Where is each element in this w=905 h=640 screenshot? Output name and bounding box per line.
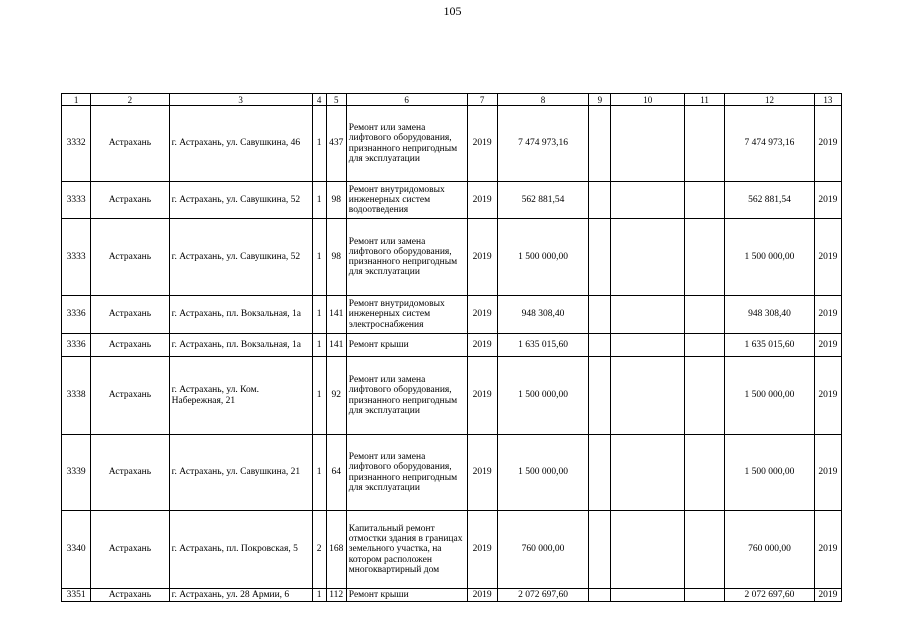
- address-cell: г. Астрахань, ул. Савушкина, 46: [169, 106, 312, 182]
- col10-cell: [611, 357, 684, 435]
- column-header: 10: [611, 94, 684, 106]
- row-number-cell: 3336: [62, 334, 91, 357]
- col12-cost-cell: 1 500 000,00: [725, 219, 815, 296]
- column-header: 3: [169, 94, 312, 106]
- col11-cell: [684, 106, 724, 182]
- year-cell: 2019: [467, 334, 497, 357]
- col12-cost-cell: 1 500 000,00: [725, 435, 815, 511]
- row-number-cell: 3340: [62, 511, 91, 589]
- col5-cell: 437: [326, 106, 346, 182]
- col10-cell: [611, 219, 684, 296]
- col12-cost-cell: 760 000,00: [725, 511, 815, 589]
- col12-cost-cell: 948 308,40: [725, 296, 815, 334]
- col9-cell: [589, 106, 611, 182]
- city-cell: Астрахань: [91, 357, 170, 435]
- data-table: [61, 93, 842, 602]
- column-header: 1: [62, 94, 91, 106]
- table-row: [62, 357, 842, 435]
- city-cell: Астрахань: [91, 182, 170, 219]
- table-row: [62, 589, 842, 602]
- work-type-cell: Ремонт внутридомовых инженерных систем электроснабжения: [346, 296, 467, 334]
- col10-cell: [611, 106, 684, 182]
- work-type-cell: Ремонт крыши: [346, 589, 467, 602]
- col5-cell: 141: [326, 334, 346, 357]
- address-cell: г. Астрахань, ул. Савушкина, 52: [169, 182, 312, 219]
- col5-cell: 98: [326, 219, 346, 296]
- col4-cell: 1: [312, 106, 326, 182]
- year-cell: 2019: [467, 296, 497, 334]
- city-cell: Астрахань: [91, 219, 170, 296]
- city-cell: Астрахань: [91, 106, 170, 182]
- total-cost-cell: 1 500 000,00: [497, 435, 589, 511]
- col10-cell: [611, 435, 684, 511]
- total-cost-cell: 562 881,54: [497, 182, 589, 219]
- column-header: 9: [589, 94, 611, 106]
- col13-year-cell: 2019: [814, 357, 841, 435]
- work-type-cell: Ремонт или замена лифтового оборудования, признанного непригодным для эксплуатации: [346, 106, 467, 182]
- work-type-cell: Ремонт внутридомовых инженерных систем водоотведения: [346, 182, 467, 219]
- table-row: [62, 219, 842, 296]
- col4-cell: 1: [312, 589, 326, 602]
- col9-cell: [589, 182, 611, 219]
- page-number: 105: [443, 4, 462, 18]
- year-cell: 2019: [467, 589, 497, 602]
- col12-cost-cell: 562 881,54: [725, 182, 815, 219]
- header-row: [62, 94, 842, 106]
- col4-cell: 1: [312, 182, 326, 219]
- col4-cell: 1: [312, 334, 326, 357]
- col13-year-cell: 2019: [814, 296, 841, 334]
- total-cost-cell: 7 474 973,16: [497, 106, 589, 182]
- col13-year-cell: 2019: [814, 219, 841, 296]
- row-number-cell: 3351: [62, 589, 91, 602]
- total-cost-cell: 948 308,40: [497, 296, 589, 334]
- col12-cost-cell: 1 500 000,00: [725, 357, 815, 435]
- col11-cell: [684, 511, 724, 589]
- col11-cell: [684, 589, 724, 602]
- work-type-cell: Ремонт или замена лифтового оборудования, признанного непригодным для эксплуатации: [346, 435, 467, 511]
- col9-cell: [589, 296, 611, 334]
- col10-cell: [611, 334, 684, 357]
- column-header: 6: [346, 94, 467, 106]
- column-header: 12: [725, 94, 815, 106]
- column-header: 7: [467, 94, 497, 106]
- col13-year-cell: 2019: [814, 511, 841, 589]
- col4-cell: 1: [312, 219, 326, 296]
- row-number-cell: 3333: [62, 182, 91, 219]
- col11-cell: [684, 334, 724, 357]
- year-cell: 2019: [467, 219, 497, 296]
- col11-cell: [684, 219, 724, 296]
- col13-year-cell: 2019: [814, 435, 841, 511]
- col5-cell: 64: [326, 435, 346, 511]
- address-cell: г. Астрахань, пл. Вокзальная, 1а: [169, 334, 312, 357]
- column-header: 2: [91, 94, 170, 106]
- col9-cell: [589, 219, 611, 296]
- address-cell: г. Астрахань, ул. 28 Армии, 6: [169, 589, 312, 602]
- city-cell: Астрахань: [91, 589, 170, 602]
- col4-cell: 1: [312, 296, 326, 334]
- table-row: [62, 334, 842, 357]
- col5-cell: 141: [326, 296, 346, 334]
- address-cell: г. Астрахань, ул. Савушкина, 52: [169, 219, 312, 296]
- table-row: [62, 106, 842, 182]
- year-cell: 2019: [467, 182, 497, 219]
- col11-cell: [684, 182, 724, 219]
- work-type-cell: Ремонт или замена лифтового оборудования, признанного непригодным для эксплуатации: [346, 219, 467, 296]
- col11-cell: [684, 296, 724, 334]
- row-number-cell: 3338: [62, 357, 91, 435]
- address-cell: г. Астрахань, ул. Ком. Набережная, 21: [169, 357, 312, 435]
- city-cell: Астрахань: [91, 296, 170, 334]
- column-header: 11: [684, 94, 724, 106]
- col5-cell: 98: [326, 182, 346, 219]
- work-type-cell: Ремонт крыши: [346, 334, 467, 357]
- col11-cell: [684, 357, 724, 435]
- col12-cost-cell: 1 635 015,60: [725, 334, 815, 357]
- column-header: 8: [497, 94, 589, 106]
- table-body: [62, 94, 842, 602]
- col12-cost-cell: 2 072 697,60: [725, 589, 815, 602]
- col13-year-cell: 2019: [814, 589, 841, 602]
- year-cell: 2019: [467, 357, 497, 435]
- col13-year-cell: 2019: [814, 182, 841, 219]
- col9-cell: [589, 511, 611, 589]
- table-row: [62, 435, 842, 511]
- row-number-cell: 3332: [62, 106, 91, 182]
- address-cell: г. Астрахань, пл. Покровская, 5: [169, 511, 312, 589]
- row-number-cell: 3336: [62, 296, 91, 334]
- col5-cell: 112: [326, 589, 346, 602]
- col9-cell: [589, 435, 611, 511]
- year-cell: 2019: [467, 435, 497, 511]
- col5-cell: 92: [326, 357, 346, 435]
- col9-cell: [589, 589, 611, 602]
- table-row: [62, 511, 842, 589]
- col13-year-cell: 2019: [814, 106, 841, 182]
- year-cell: 2019: [467, 511, 497, 589]
- total-cost-cell: 760 000,00: [497, 511, 589, 589]
- col9-cell: [589, 357, 611, 435]
- col4-cell: 2: [312, 511, 326, 589]
- city-cell: Астрахань: [91, 435, 170, 511]
- col4-cell: 1: [312, 435, 326, 511]
- table-row: [62, 182, 842, 219]
- column-header: 5: [326, 94, 346, 106]
- address-cell: г. Астрахань, ул. Савушкина, 21: [169, 435, 312, 511]
- city-cell: Астрахань: [91, 334, 170, 357]
- col5-cell: 168: [326, 511, 346, 589]
- col10-cell: [611, 511, 684, 589]
- col12-cost-cell: 7 474 973,16: [725, 106, 815, 182]
- address-cell: г. Астрахань, пл. Вокзальная, 1а: [169, 296, 312, 334]
- table-row: [62, 296, 842, 334]
- row-number-cell: 3333: [62, 219, 91, 296]
- city-cell: Астрахань: [91, 511, 170, 589]
- total-cost-cell: 2 072 697,60: [497, 589, 589, 602]
- col4-cell: 1: [312, 357, 326, 435]
- col11-cell: [684, 435, 724, 511]
- year-cell: 2019: [467, 106, 497, 182]
- total-cost-cell: 1 635 015,60: [497, 334, 589, 357]
- total-cost-cell: 1 500 000,00: [497, 219, 589, 296]
- column-header: 13: [814, 94, 841, 106]
- work-type-cell: Ремонт или замена лифтового оборудования, признанного непригодным для эксплуатации: [346, 357, 467, 435]
- col10-cell: [611, 589, 684, 602]
- work-type-cell: Капитальный ремонт отмостки здания в границах земельного участка, на котором расположен многоквартирный дом: [346, 511, 467, 589]
- col13-year-cell: 2019: [814, 334, 841, 357]
- col10-cell: [611, 182, 684, 219]
- col9-cell: [589, 334, 611, 357]
- total-cost-cell: 1 500 000,00: [497, 357, 589, 435]
- column-header: 4: [312, 94, 326, 106]
- col10-cell: [611, 296, 684, 334]
- row-number-cell: 3339: [62, 435, 91, 511]
